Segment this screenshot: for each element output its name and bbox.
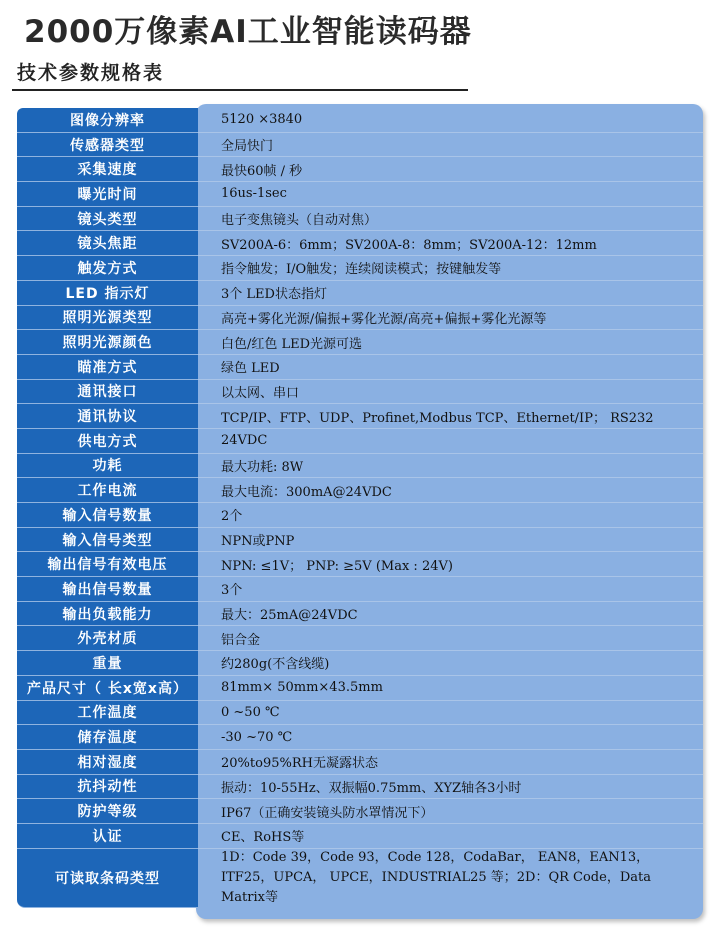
spec-label: 相对湿度 [17,750,198,775]
spec-value: 1D：Code 39，Code 93，Code 128，CodaBar， EAN8，EAN13，ITF25，UPCA， UPCE，INDUSTRIAL25 等；2D：QR Code，Data Matrix等 [221,850,651,906]
spec-row [17,849,703,908]
spec-value: -30 ~70 ℃ [198,725,703,750]
spec-value: 3个 LED状态指灯 [198,281,703,306]
spec-row [17,676,703,701]
spec-value: 白色/红色 LED光源可选 [198,330,703,355]
spec-value: 绿色 LED [198,355,703,380]
spec-label: 输出负载能力 [17,602,198,627]
spec-row [17,478,703,503]
spec-row [17,799,703,824]
spec-label: 功耗 [17,454,198,479]
spec-row [17,651,703,676]
spec-row [17,725,703,750]
spec-value: 最大功耗: 8W [198,454,703,479]
spec-label: 触发方式 [17,256,198,281]
spec-label: 照明光源类型 [17,306,198,331]
spec-value: NPN或PNP [198,528,703,553]
spec-label: 产品尺寸（ 长x宽x高） [17,676,198,701]
page-subtitle: 技术参数规格表 [17,62,165,84]
spec-label: 可读取条码类型 [17,849,198,908]
spec-value: 铝合金 [198,626,703,651]
spec-label: 传感器类型 [17,133,198,158]
spec-row [17,750,703,775]
spec-value: 以太网、串口 [198,380,703,405]
spec-value: 16us-1sec [198,182,703,207]
spec-label: 采集速度 [17,157,198,182]
spec-value: 0 ~50 ℃ [198,701,703,726]
spec-value: 高亮+雾化光源/偏振+雾化光源/高亮+偏振+雾化光源等 [198,306,703,331]
spec-label: 曝光时间 [17,182,198,207]
spec-row [17,108,703,133]
spec-value: 5120 ×3840 [198,108,703,133]
spec-label: 防护等级 [17,799,198,824]
spec-label: 输出信号数量 [17,577,198,602]
spec-row [17,404,703,429]
spec-label: 照明光源颜色 [17,330,198,355]
spec-value: CE、RoHS等 [198,824,703,849]
spec-value: SV200A-6：6mm；SV200A-8：8mm；SV200A-12：12mm [198,231,703,256]
spec-row [17,429,703,454]
spec-value: 81mm× 50mm×43.5mm [198,676,703,701]
spec-label: 瞄准方式 [17,355,198,380]
spec-value: 20%to95%RH无凝露状态 [198,750,703,775]
spec-label: 外壳材质 [17,626,198,651]
spec-value: 24VDC [198,429,703,454]
spec-value: 电子变焦镜头（自动对焦） [198,207,703,232]
spec-row [17,577,703,602]
spec-label: 通讯协议 [17,404,198,429]
spec-row [17,552,703,577]
spec-value: 2个 [198,503,703,528]
spec-row [17,157,703,182]
spec-label: 输入信号数量 [17,503,198,528]
spec-label: LED 指示灯 [17,281,198,306]
spec-value: 约280g(不含线缆) [198,651,703,676]
spec-row [17,256,703,281]
spec-label: 镜头类型 [17,207,198,232]
spec-label: 镜头焦距 [17,231,198,256]
spec-row [17,330,703,355]
spec-label: 图像分辨率 [17,108,198,133]
spec-label: 工作电流 [17,478,198,503]
spec-row [17,528,703,553]
spec-row [17,380,703,405]
spec-row [17,626,703,651]
spec-value: 振动：10-55Hz、双振幅0.75mm、XYZ轴各3小时 [198,775,703,800]
spec-row [17,503,703,528]
spec-value: 最大：25mA@24VDC [198,602,703,627]
spec-row [17,281,703,306]
spec-label: 输出信号有效电压 [17,552,198,577]
spec-row [17,306,703,331]
spec-row [17,182,703,207]
spec-label: 通讯接口 [17,380,198,405]
spec-row [17,701,703,726]
spec-label: 工作温度 [17,701,198,726]
spec-label: 供电方式 [17,429,198,454]
title-divider [12,89,468,91]
spec-value: 3个 [198,577,703,602]
spec-value: 最大电流：300mA@24VDC [198,478,703,503]
spec-row [17,231,703,256]
spec-value: TCP/IP、FTP、UDP、Profinet,Modbus TCP、Ethernet/IP； RS232 [198,404,703,429]
spec-value: NPN: ≤1V； PNP: ≥5V (Max : 24V) [198,552,703,577]
spec-label: 输入信号类型 [17,528,198,553]
spec-value: 全局快门 [198,133,703,158]
spec-table [17,108,703,908]
spec-value: 指令触发；I/O触发；连续阅读模式；按键触发等 [198,256,703,281]
spec-label: 重量 [17,651,198,676]
spec-row [17,824,703,849]
spec-row [17,355,703,380]
spec-row [17,602,703,627]
spec-value: IP67（正确安装镜头防水罩情况下） [198,799,703,824]
spec-label: 储存温度 [17,725,198,750]
spec-row [17,207,703,232]
spec-label: 抗抖动性 [17,775,198,800]
spec-label: 认证 [17,824,198,849]
spec-row [17,133,703,158]
page-title: 2000万像素AI工业智能读码器 [24,14,472,50]
spec-row [17,775,703,800]
spec-row [17,454,703,479]
spec-value: 最快60帧 / 秒 [198,157,703,182]
